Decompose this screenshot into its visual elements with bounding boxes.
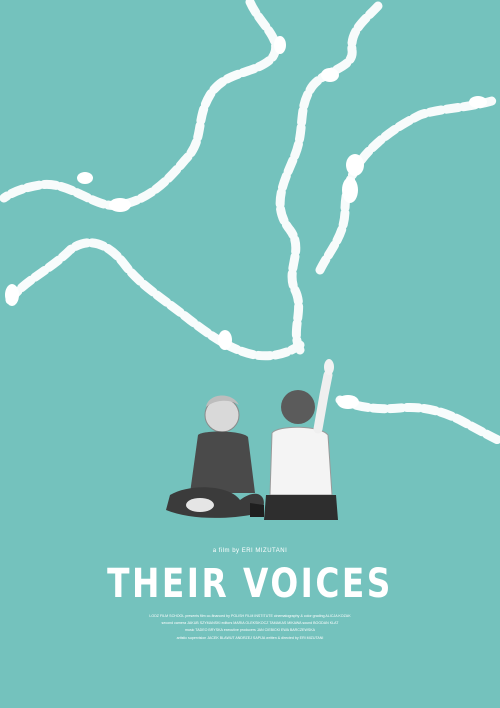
hand-icon bbox=[218, 330, 232, 350]
director-line: a film by ERI MIZUTANI bbox=[212, 548, 288, 554]
children-photo bbox=[160, 355, 350, 535]
credits-line: music TADEO BRYSKA executive producers JAN CIEBICKI EWA BARCZEWSKA bbox=[184, 628, 316, 633]
hand-icon bbox=[274, 36, 286, 54]
hand-icon bbox=[321, 68, 339, 82]
film-title: THEIR VOICES bbox=[107, 561, 393, 607]
hand-icon bbox=[5, 284, 19, 306]
credits-line: second camera JAKUB SZYMANSKI editors MARIA OLEKSIKOCZ TAMAKAS MIKAWA sound BOGDAN KLAT bbox=[161, 621, 339, 626]
hand-icon bbox=[346, 154, 364, 176]
credits-line: artistic supervision JACEK BLAWUT ANDRZEJ SAPIJA written & directed by ERI MIZUTANI bbox=[176, 635, 324, 640]
hand-icon bbox=[77, 172, 93, 184]
hand-icon bbox=[109, 198, 131, 212]
hand-icon bbox=[469, 96, 487, 108]
credits-block bbox=[120, 613, 380, 642]
hand-icon bbox=[342, 177, 358, 203]
credits-line: LODZ FILM SCHOOL presents film co-financed by POLISH FILM INSTITUTE cinematography & color grading ALICJA KOZAK bbox=[149, 614, 351, 618]
